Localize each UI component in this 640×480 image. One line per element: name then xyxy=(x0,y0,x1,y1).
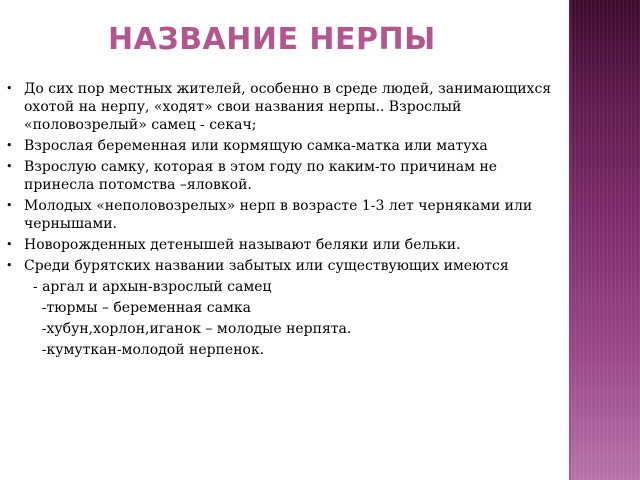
bullet-item xyxy=(6,197,561,233)
bullet-icon: • xyxy=(6,238,13,251)
bullet-icon: • xyxy=(6,199,13,212)
bullet-icon: • xyxy=(6,259,13,272)
bullet-text: Взрослая беременная или кормящую самка-матка или матуха xyxy=(24,138,488,154)
bullet-text: Среди бурятских названии забытых или существующих имеются xyxy=(24,258,509,274)
bullet-item xyxy=(6,257,561,275)
bullet-icon: • xyxy=(6,139,13,152)
bullet-item xyxy=(6,236,561,254)
bullet-item xyxy=(6,80,561,134)
bullet-item xyxy=(6,158,561,194)
bullet-item xyxy=(6,137,561,155)
decorative-sidebar xyxy=(571,0,640,480)
bullet-icon: • xyxy=(6,82,13,95)
slide-title: НАЗВАНИЕ НЕРПЫ xyxy=(108,22,436,57)
bullet-text: Новорожденных детенышей называют беляки или бельки. xyxy=(24,237,461,253)
slide-body xyxy=(6,80,561,362)
bullet-icon: • xyxy=(6,160,13,173)
bullet-text: Взрослую самку, которая в этом году по каким-то причинам не принесла потомства –яловкой. xyxy=(24,159,498,193)
sub-line: -тюрмы – беременная самка xyxy=(24,300,251,316)
sub-line: -хубун,хорлон,иганок – молодые нерпята. xyxy=(24,321,352,337)
bullet-text: Молодых «неполовозрелых» нерп в возрасте 1-3 лет черняками или чернышами. xyxy=(24,198,533,232)
bullet-text: До сих пор местных жителей, особенно в среде людей, занимающихся охотой на нерпу, «ходят» свои названия нерпы.. Взрослый «половозрелый» самец - секач; xyxy=(24,81,552,133)
sub-line: - аргал и архын-взрослый самец xyxy=(24,279,272,295)
sub-line: -кумуткан-молодой нерпенок. xyxy=(24,342,265,358)
